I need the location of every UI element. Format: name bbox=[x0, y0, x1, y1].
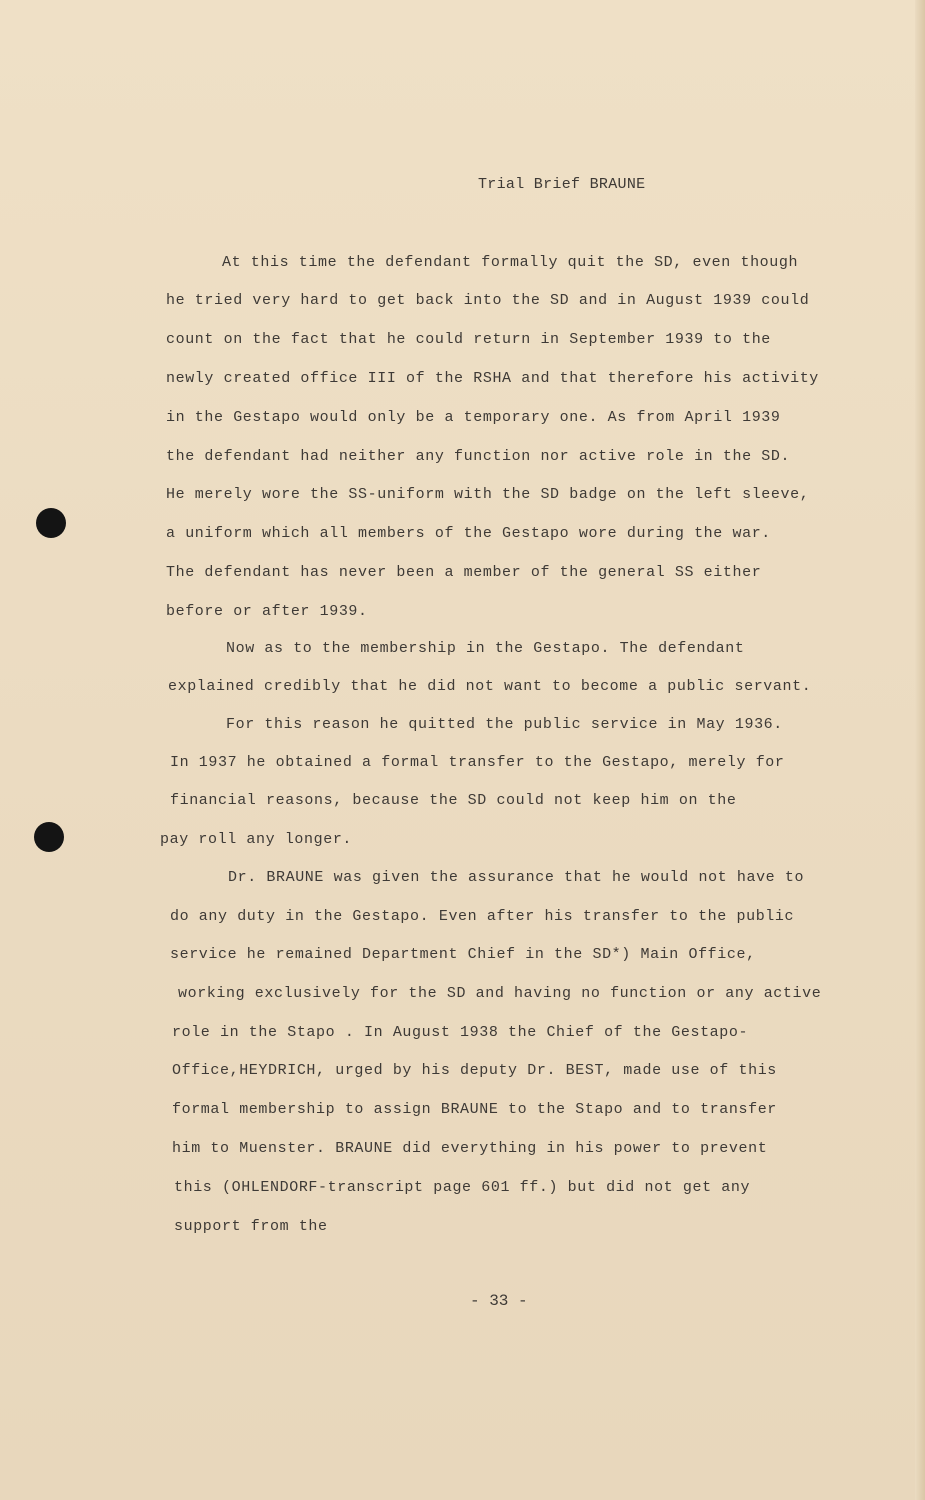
text-line: working exclusively for the SD and having no function or any active bbox=[178, 985, 822, 1002]
page-number: - 33 - bbox=[470, 1292, 528, 1310]
paper-edge bbox=[915, 0, 925, 1500]
text-line: financial reasons, because the SD could not keep him on the bbox=[170, 792, 737, 809]
page-header: Trial Brief BRAUNE bbox=[478, 176, 646, 193]
text-line: do any duty in the Gestapo. Even after his transfer to the public bbox=[170, 908, 795, 925]
text-line: before or after 1939. bbox=[166, 603, 368, 620]
text-line: At this time the defendant formally quit the SD, even though bbox=[222, 254, 799, 271]
text-line: pay roll any longer. bbox=[160, 831, 353, 848]
punch-hole bbox=[36, 508, 66, 538]
text-line: in the Gestapo would only be a temporary one. As from April 1939 bbox=[166, 409, 781, 426]
text-line: the defendant had neither any function nor active role in the SD. bbox=[166, 448, 791, 465]
text-line: a uniform which all members of the Gestapo wore during the war. bbox=[166, 525, 771, 542]
text-line: The defendant has never been a member of the general SS either bbox=[166, 564, 762, 581]
text-line: Office,HEYDRICH, urged by his deputy Dr. BEST, made use of this bbox=[172, 1062, 777, 1079]
text-line: Dr. BRAUNE was given the assurance that he would not have to bbox=[228, 869, 805, 886]
text-line: this (OHLENDORF-transcript page 601 ff.) but did not get any bbox=[174, 1179, 751, 1196]
text-line: He merely wore the SS-uniform with the SD badge on the left sleeve, bbox=[166, 486, 810, 503]
text-line: support from the bbox=[174, 1218, 328, 1235]
text-line: explained credibly that he did not want to become a public servant. bbox=[168, 678, 812, 695]
text-line: he tried very hard to get back into the SD and in August 1939 could bbox=[166, 292, 810, 309]
text-line: formal membership to assign BRAUNE to the Stapo and to transfer bbox=[172, 1101, 777, 1118]
text-line: For this reason he quitted the public service in May 1936. bbox=[226, 716, 783, 733]
text-line: him to Muenster. BRAUNE did everything in his power to prevent bbox=[172, 1140, 768, 1157]
text-line: newly created office III of the RSHA and that therefore his activity bbox=[166, 370, 819, 387]
punch-hole bbox=[34, 822, 64, 852]
text-line: count on the fact that he could return in September 1939 to the bbox=[166, 331, 771, 348]
text-line: In 1937 he obtained a formal transfer to the Gestapo, merely for bbox=[170, 754, 785, 771]
text-line: service he remained Department Chief in the SD*) Main Office, bbox=[170, 946, 756, 963]
text-line: role in the Stapo . In August 1938 the Chief of the Gestapo- bbox=[172, 1024, 749, 1041]
text-line: Now as to the membership in the Gestapo. The defendant bbox=[226, 640, 745, 657]
